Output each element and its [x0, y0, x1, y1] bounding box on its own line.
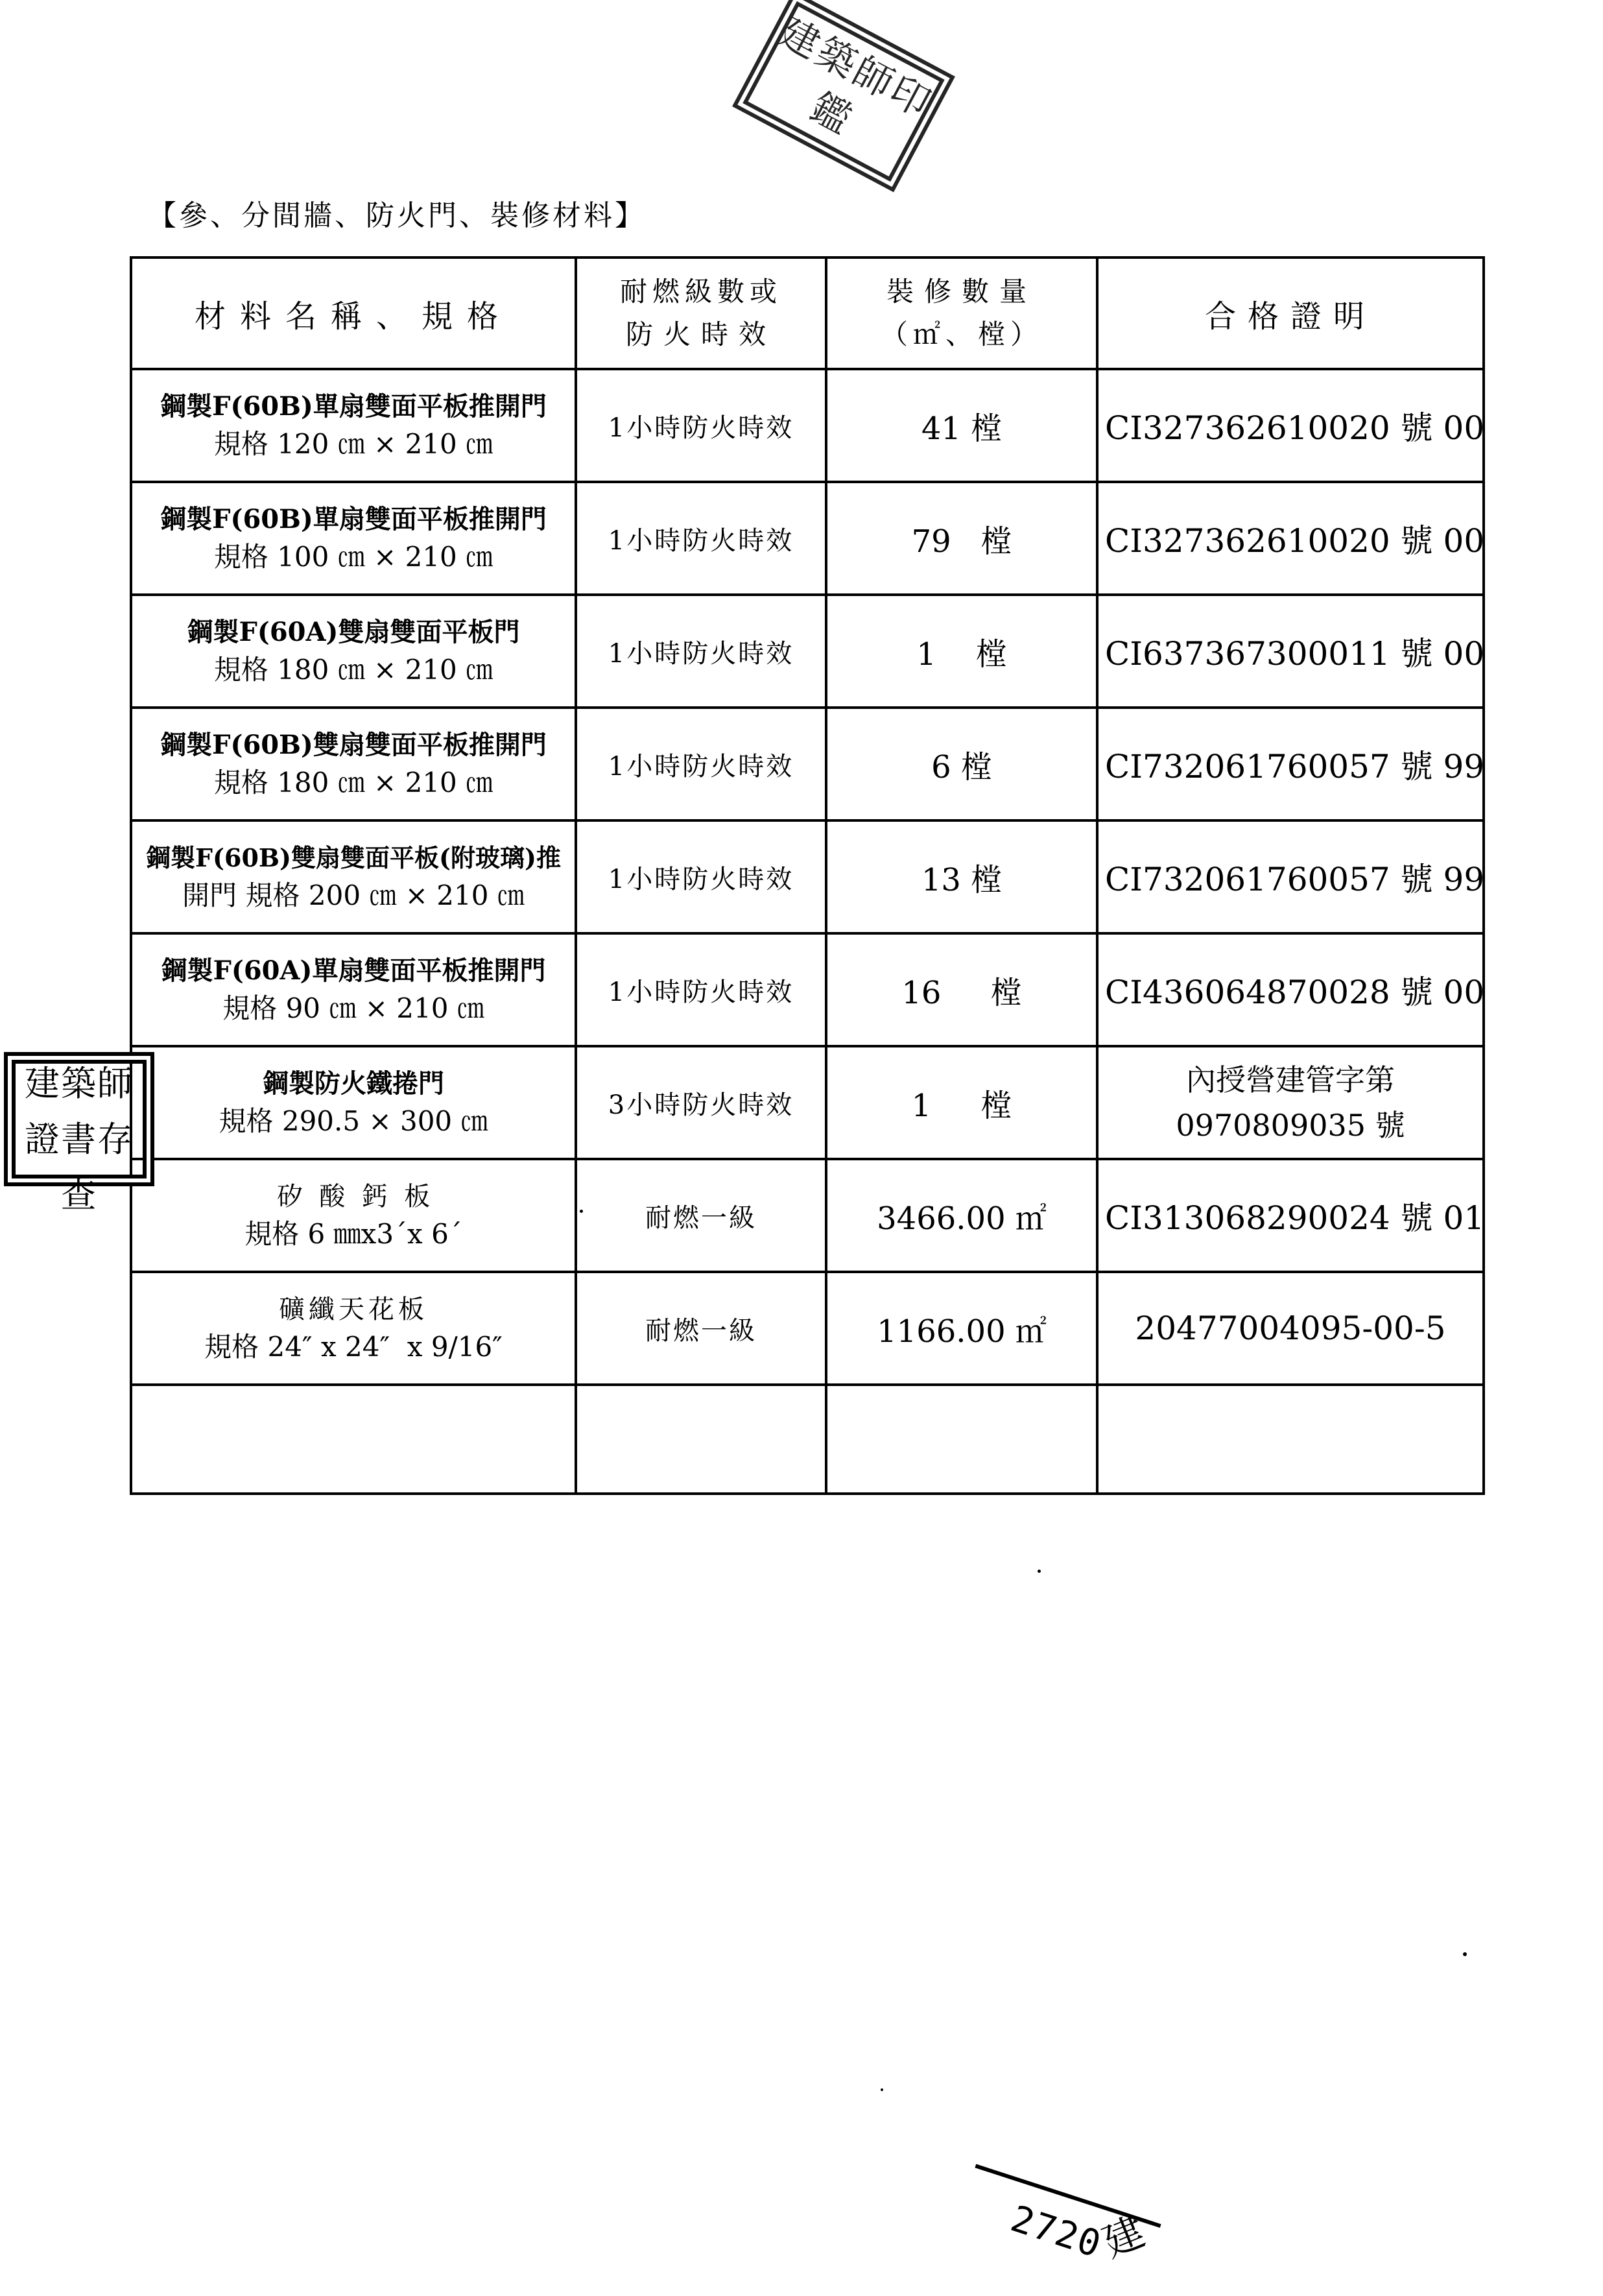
scan-speck — [1463, 1952, 1467, 1956]
cell-rating: 1小時防火時效 — [576, 708, 826, 820]
cell-qty: 1 樘 — [826, 1046, 1097, 1159]
cell-cert — [1097, 1046, 1484, 1159]
cell-cert: CI327362610020 號 00 — [1097, 482, 1484, 595]
cell-name — [131, 369, 576, 482]
header-cert-text: 合格證明 — [1204, 298, 1376, 335]
table-row — [131, 369, 1484, 482]
material-spec: 規格 6 ㎜x3´x 6´ — [244, 1218, 462, 1250]
scan-speck — [881, 2088, 883, 2091]
header-name — [131, 257, 576, 369]
cell-rating: 1小時防火時效 — [576, 933, 826, 1046]
cell-qty: 3466.00 ㎡ — [826, 1159, 1097, 1272]
material-spec: 規格 100 ㎝ × 210 ㎝ — [213, 541, 493, 573]
cell-rating: 1小時防火時效 — [576, 595, 826, 708]
cert-line2: 0970809035 號 — [1176, 1108, 1405, 1143]
material-spec: 規格 24″ x 24″ x 9/16″ — [204, 1331, 503, 1363]
seal-text-top: 建築師印鑑 — [772, 9, 940, 145]
material-name: 鋼製F(60B)單扇雙面平板推開門 — [160, 504, 547, 534]
architect-seal-stamp-top — [732, 0, 955, 192]
cell-empty — [826, 1385, 1097, 1494]
material-spec: 規格 90 ㎝ × 210 ㎝ — [222, 992, 484, 1024]
cell-qty: 13 樘 — [826, 820, 1097, 933]
material-name: 鋼製F(60B)單扇雙面平板推開門 — [160, 391, 547, 422]
cell-name — [131, 1159, 576, 1272]
table-row — [131, 820, 1484, 933]
header-qty-line1: 裝修數量 — [886, 276, 1037, 307]
material-spec: 規格 290.5 × 300 ㎝ — [219, 1105, 488, 1137]
header-qty — [826, 257, 1097, 369]
cell-name — [131, 1272, 576, 1385]
cell-name — [131, 482, 576, 595]
material-name: 鋼製F(60B)雙扇雙面平板(附玻璃)推 — [146, 843, 561, 872]
cell-cert: 20477004095-00-5 — [1097, 1272, 1484, 1385]
cell-rating: 1小時防火時效 — [576, 820, 826, 933]
section-title: 【參、分間牆、防火門、裝修材料】 — [148, 199, 646, 232]
table-row — [131, 482, 1484, 595]
cell-rating: 1小時防火時效 — [576, 482, 826, 595]
material-spec: 規格 180 ㎝ × 210 ㎝ — [213, 654, 493, 686]
material-name: 鋼製F(60A)單扇雙面平板推開門 — [161, 955, 546, 986]
cell-cert: CI327362610020 號 00 — [1097, 369, 1484, 482]
material-name: 鋼製F(60A)雙扇雙面平板門 — [187, 617, 520, 647]
table-header-row — [131, 257, 1484, 369]
cell-cert: CI732061760057 號 99 — [1097, 708, 1484, 820]
cell-cert: CI732061760057 號 99 — [1097, 820, 1484, 933]
cell-empty — [576, 1385, 826, 1494]
cell-cert: CI637367300011 號 00 — [1097, 595, 1484, 708]
header-name-text: 材料名稱、規格 — [194, 298, 512, 335]
table-row — [131, 595, 1484, 708]
cell-qty: 1166.00 ㎡ — [826, 1272, 1097, 1385]
scan-speck — [1038, 1570, 1041, 1573]
cell-rating: 1小時防火時效 — [576, 369, 826, 482]
table-row — [131, 1159, 1484, 1272]
cert-line1: 內授營建管字第 — [1186, 1062, 1395, 1097]
material-name: 鋼製防火鐵捲門 — [263, 1068, 444, 1099]
cell-cert: CI436064870028 號 00 — [1097, 933, 1484, 1046]
architect-seal-stamp-left — [4, 1052, 154, 1215]
material-spec: 規格 180 ㎝ × 210 ㎝ — [213, 767, 493, 798]
header-qty-line2: （㎡、樘） — [880, 318, 1043, 350]
cell-qty: 1 樘 — [826, 595, 1097, 708]
table-row-empty — [131, 1385, 1484, 1494]
scan-speck — [580, 1210, 583, 1213]
cell-cert: CI313068290024 號 01 — [1097, 1159, 1484, 1272]
cell-qty: 16 樘 — [826, 933, 1097, 1046]
bottom-stamp-glyph: 建 — [1096, 2207, 1152, 2267]
cell-rating: 耐燃一級 — [576, 1272, 826, 1385]
table-row — [131, 708, 1484, 820]
material-spec: 規格 120 ㎝ × 210 ㎝ — [213, 428, 493, 460]
header-rating-line1: 耐燃級數或 — [619, 276, 782, 307]
cell-name — [131, 820, 576, 933]
cell-name — [131, 933, 576, 1046]
material-name: 鋼製F(60B)雙扇雙面平板推開門 — [160, 730, 547, 760]
material-spec: 開門 規格 200 ㎝ × 210 ㎝ — [182, 879, 525, 911]
cell-name — [131, 595, 576, 708]
table-row — [131, 1272, 1484, 1385]
cell-rating: 耐燃一級 — [576, 1159, 826, 1272]
header-rating — [576, 257, 826, 369]
cell-rating: 3小時防火時效 — [576, 1046, 826, 1159]
cell-qty: 6 樘 — [826, 708, 1097, 820]
cell-qty: 79 樘 — [826, 482, 1097, 595]
cell-qty: 41 樘 — [826, 369, 1097, 482]
cell-name — [131, 708, 576, 820]
page-number-stamp-text: 2720 — [1006, 2197, 1108, 2266]
seal-text-left: 建築師 證書存查 — [25, 1063, 134, 1215]
table-row — [131, 933, 1484, 1046]
material-name: 矽 酸 鈣 板 — [276, 1182, 431, 1212]
cell-name — [131, 1046, 576, 1159]
material-name: 礦纖天花板 — [279, 1295, 428, 1324]
header-cert — [1097, 257, 1484, 369]
table-row — [131, 1046, 1484, 1159]
materials-table — [130, 256, 1485, 1495]
header-rating-line2: 防火時效 — [625, 318, 776, 350]
cell-empty — [1097, 1385, 1484, 1494]
cell-empty — [131, 1385, 576, 1494]
